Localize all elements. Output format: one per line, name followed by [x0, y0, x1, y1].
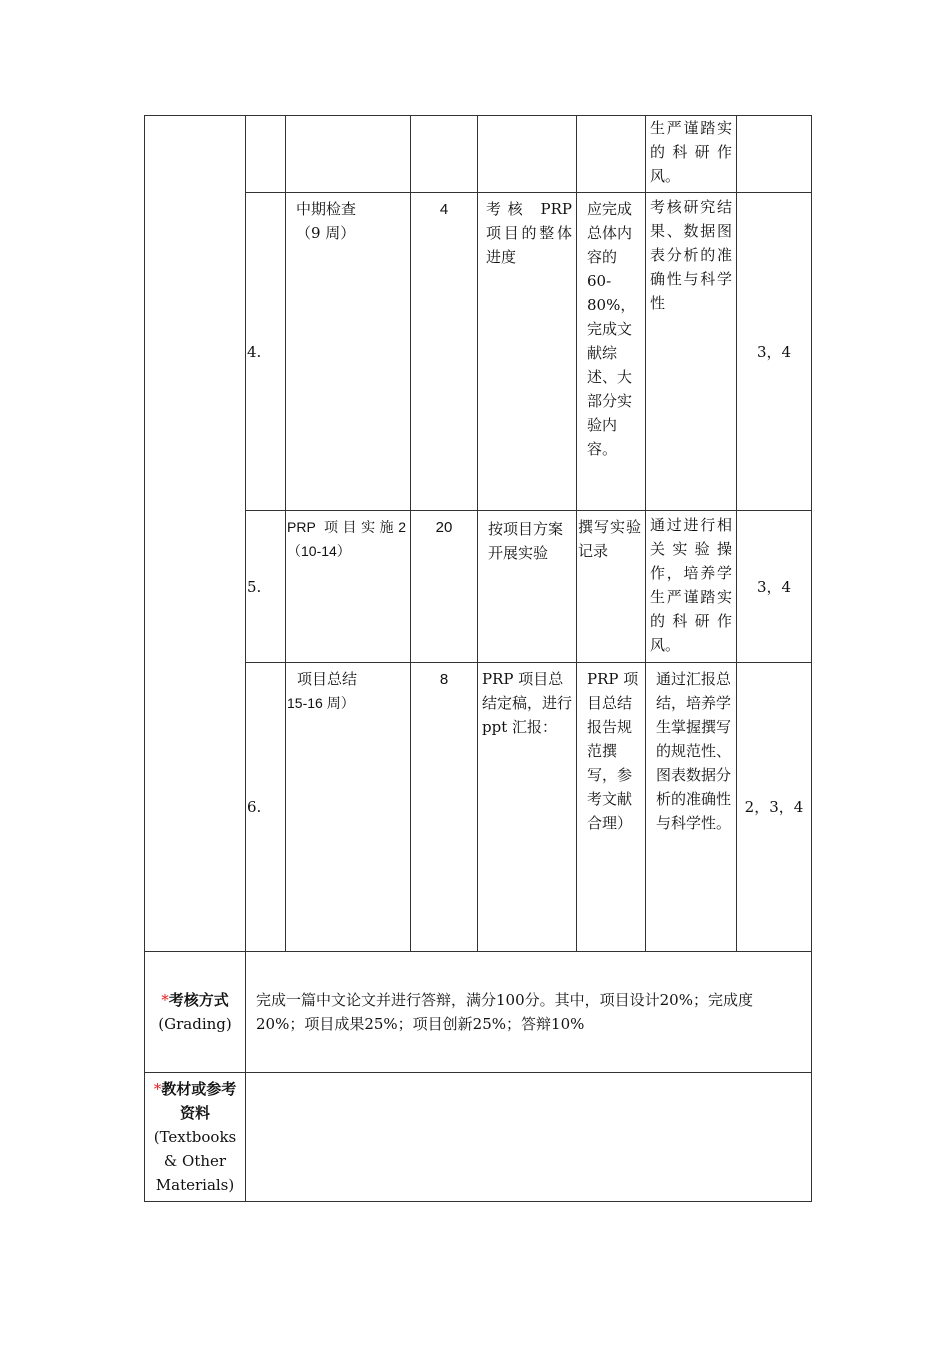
textbooks-label	[145, 1073, 246, 1202]
requirements-cell	[478, 116, 577, 193]
content-cell	[286, 193, 411, 511]
grading-text: 完成一篇中文论文并进行答辩，满分100分。其中，项目设计20%；完成度20%；项目成果25%；项目创新25%；答辩10%	[246, 952, 812, 1073]
row-number: 4.	[246, 193, 286, 511]
grading-label-zh: 考核方式	[168, 991, 229, 1009]
content-cell	[286, 116, 411, 193]
evaluation-cell: 通过汇报总结，培养学生掌握撰写的规范性、图表数据分析的准确性与科学性。	[646, 663, 737, 952]
table-row	[145, 116, 812, 193]
required-mark: *	[153, 1080, 162, 1098]
grading-row	[145, 952, 812, 1073]
content-line: 15-16 周）	[287, 695, 355, 711]
hours-cell: 4	[411, 193, 478, 511]
grading-label-en: (Grading)	[158, 1015, 232, 1033]
textbooks-row	[145, 1073, 812, 1202]
assignment-cell: PRP 项目总结报告规范撰写，参考文献合理）	[577, 663, 646, 952]
textbooks-text	[246, 1073, 812, 1202]
requirements-cell: PRP 项目总结定稿，进行 ppt 汇报：	[478, 663, 577, 952]
textbooks-label-zh: 教材或参考资料	[161, 1080, 237, 1122]
assignment-cell: 应完成总体内容的60-80%，完成文献综述、大部分实验内容。	[577, 193, 646, 511]
row-number: 6.	[246, 663, 286, 952]
syllabus-table	[144, 115, 812, 1202]
grading-label	[145, 952, 246, 1073]
objectives-cell	[737, 116, 812, 193]
evaluation-cell: 生严谨踏实的科研作风。	[646, 116, 737, 193]
hours-cell: 20	[411, 511, 478, 663]
content-line: 中期检查	[296, 200, 357, 218]
table-row	[145, 511, 812, 663]
objectives-cell: 3，4	[737, 511, 812, 663]
content-line: （9 周）	[296, 224, 356, 242]
requirements-cell: 考核 PRP 项目的整体进度	[478, 193, 577, 511]
assignment-cell	[577, 116, 646, 193]
evaluation-cell: 通过进行相关实验操作，培养学生严谨踏实的科研作风。	[646, 511, 737, 663]
left-label-cell	[145, 116, 246, 952]
hours-cell	[411, 116, 478, 193]
objectives-cell: 3，4	[737, 193, 812, 511]
table-row	[145, 193, 812, 511]
objectives-cell: 2，3，4	[737, 663, 812, 952]
row-number	[246, 116, 286, 193]
required-mark: *	[161, 991, 169, 1009]
assignment-cell: 撰写实验记录	[577, 511, 646, 663]
hours-cell: 8	[411, 663, 478, 952]
textbooks-label-en: (Textbooks & Other Materials)	[153, 1128, 237, 1194]
content-cell: PRP 项目实施2（10-14）	[286, 511, 411, 663]
table-row	[145, 663, 812, 952]
evaluation-cell: 考核研究结果、数据图表分析的准确性与科学性	[646, 193, 737, 511]
content-line: 项目总结	[297, 670, 358, 688]
content-cell	[286, 663, 411, 952]
requirements-cell: 按项目方案开展实验	[478, 511, 577, 663]
row-number: 5.	[246, 511, 286, 663]
